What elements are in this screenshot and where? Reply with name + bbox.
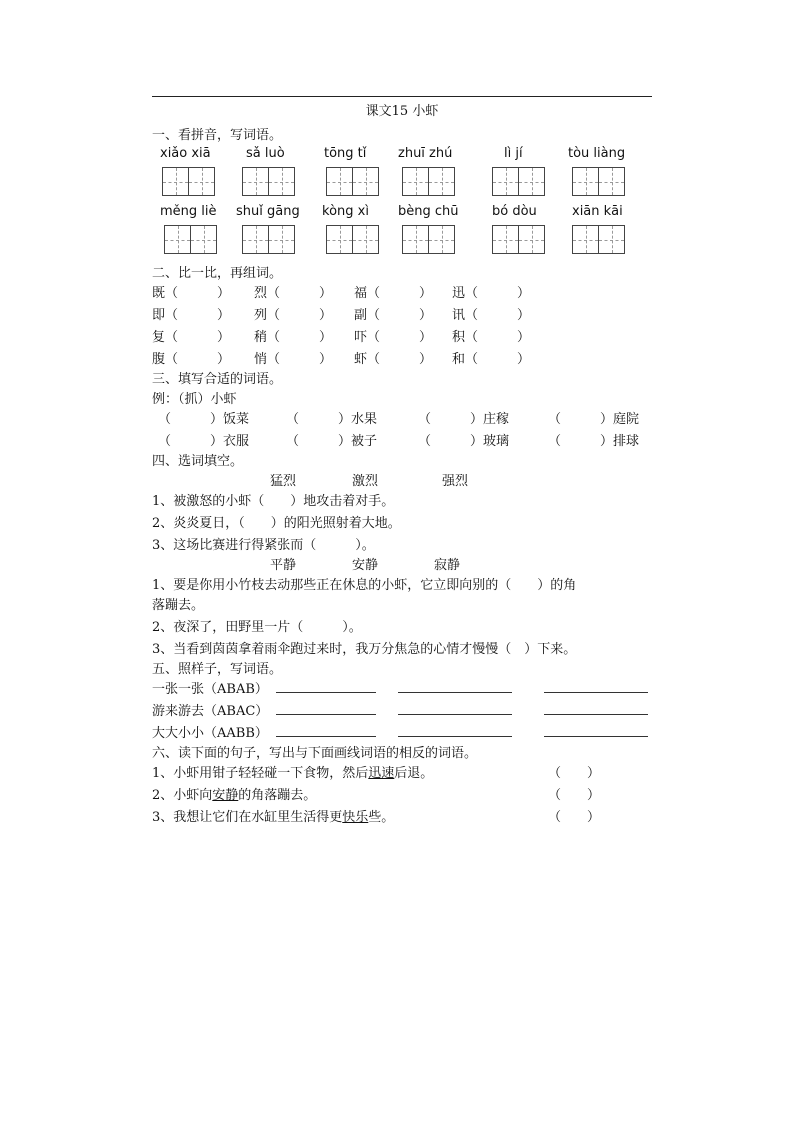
sentence-text: 3、我想让它们在水缸里生活得更 xyxy=(152,810,343,825)
antonym-row xyxy=(152,762,601,782)
compare-cell[interactable]: 腹（ ） xyxy=(152,352,231,367)
compare-cell[interactable]: 积（ ） xyxy=(452,330,531,345)
underlined-word: 安静 xyxy=(212,788,239,803)
word-option: 激烈 xyxy=(352,474,379,489)
fill-cell[interactable]: （ ）庄稼 xyxy=(418,412,510,427)
underlined-word: 迅速 xyxy=(368,766,395,781)
char-grid[interactable] xyxy=(402,167,454,196)
section4-heading: 四、选词填空。 xyxy=(152,454,244,469)
answer-line[interactable] xyxy=(544,678,648,693)
word-option: 强烈 xyxy=(442,474,469,489)
section3-heading: 三、填写合适的词语。 xyxy=(152,372,283,387)
sentence-text: 1、小虾用钳子轻轻碰一下食物，然后 xyxy=(152,766,369,781)
pinyin-item xyxy=(160,146,242,161)
pinyin-text: tòu liàng xyxy=(568,146,626,161)
answer-line[interactable] xyxy=(276,700,376,715)
fill-cell[interactable]: （ ）庭院 xyxy=(548,412,640,427)
answer-line[interactable] xyxy=(398,700,512,715)
pinyin-text: bó dòu xyxy=(492,204,537,219)
compare-cell[interactable]: 讯（ ） xyxy=(452,308,531,323)
answer-blank[interactable]: （ ） xyxy=(548,810,601,825)
compare-cell[interactable]: 稍（ ） xyxy=(254,330,333,345)
compare-cell[interactable]: 副（ ） xyxy=(354,308,433,323)
char-grid[interactable] xyxy=(242,167,294,196)
fill-cell[interactable]: （ ）衣服 xyxy=(158,434,250,449)
char-grid[interactable] xyxy=(162,167,214,196)
pinyin-text: xiān kāi xyxy=(572,204,623,219)
pinyin-text: kòng xì xyxy=(322,204,369,219)
sentence-text: 2、小虾向 xyxy=(152,788,213,803)
blank-sentence[interactable]: 1、要是你用小竹枝去动那些正在休息的小虾，它立即向别的（ ）的角 xyxy=(152,578,577,593)
sentence-text: 的角落蹦去。 xyxy=(238,788,317,803)
antonym-row xyxy=(152,784,601,804)
blank-sentence[interactable]: 2、夜深了，田野里一片（ ）。 xyxy=(152,620,362,635)
underlined-word: 快乐 xyxy=(342,810,369,825)
section3-example: 例：（抓）小虾 xyxy=(152,392,237,407)
pinyin-text: lì jí xyxy=(504,146,523,161)
compare-cell[interactable]: 福（ ） xyxy=(354,286,433,301)
answer-line[interactable] xyxy=(544,722,648,737)
antonym-row xyxy=(152,806,601,826)
section6-heading: 六、读下面的句子，写出与下面画线词语的相反的词语。 xyxy=(152,746,478,761)
char-grid[interactable] xyxy=(572,167,624,196)
pinyin-item xyxy=(572,204,654,219)
pinyin-item xyxy=(398,204,480,219)
char-grid[interactable] xyxy=(242,225,294,254)
fill-cell[interactable]: （ ）被子 xyxy=(286,434,378,449)
compare-cell[interactable]: 虾（ ） xyxy=(354,352,433,367)
word-option: 安静 xyxy=(352,558,379,573)
char-grid[interactable] xyxy=(326,167,378,196)
section5-heading: 五、照样子，写词语。 xyxy=(152,662,283,677)
compare-cell[interactable]: 迅（ ） xyxy=(452,286,531,301)
char-grid[interactable] xyxy=(572,225,624,254)
section1-heading: 一、看拼音，写词语。 xyxy=(152,128,283,143)
word-option: 平静 xyxy=(270,558,297,573)
pinyin-row-2 xyxy=(152,204,652,268)
answer-line[interactable] xyxy=(398,678,512,693)
pinyin-text: zhuī zhú xyxy=(398,146,453,161)
blank-sentence[interactable]: 1、被激怒的小虾（ ）地攻击着对手。 xyxy=(152,494,395,509)
compare-cell[interactable]: 悄（ ） xyxy=(254,352,333,367)
blank-sentence[interactable]: 3、这场比赛进行得紧张而（ ）。 xyxy=(152,538,375,553)
pattern-label: 一张一张（ABAB） xyxy=(152,682,268,697)
char-grid[interactable] xyxy=(492,167,544,196)
answer-blank[interactable]: （ ） xyxy=(548,766,601,781)
pinyin-text: shuǐ gāng xyxy=(236,204,300,219)
compare-cell[interactable]: 和（ ） xyxy=(452,352,531,367)
compare-cell[interactable]: 吓（ ） xyxy=(354,330,433,345)
pinyin-item xyxy=(398,146,480,161)
compare-cell[interactable]: 既（ ） xyxy=(152,286,231,301)
fill-cell[interactable]: （ ）玻璃 xyxy=(418,434,510,449)
blank-sentence[interactable]: 3、当看到茵茵拿着雨伞跑过来时，我万分焦急的心情才慢慢（ ）下来。 xyxy=(152,642,577,657)
compare-cell[interactable]: 烈（ ） xyxy=(254,286,333,301)
answer-line[interactable] xyxy=(276,722,376,737)
pinyin-item xyxy=(160,204,242,219)
blank-sentence[interactable]: 2、炎炎夏日，（ ）的阳光照射着大地。 xyxy=(152,516,401,531)
section2-heading: 二、比一比，再组词。 xyxy=(152,266,283,281)
char-grid[interactable] xyxy=(492,225,544,254)
pinyin-item xyxy=(322,204,404,219)
pinyin-item xyxy=(324,146,406,161)
pinyin-item xyxy=(236,204,318,219)
pinyin-text: sǎ luò xyxy=(246,146,285,161)
word-option: 猛烈 xyxy=(270,474,297,489)
char-grid[interactable] xyxy=(402,225,454,254)
page-title: 课文15 小虾 xyxy=(365,104,439,119)
fill-cell[interactable]: （ ）饭菜 xyxy=(158,412,250,427)
char-grid[interactable] xyxy=(164,225,216,254)
sentence-text: 些。 xyxy=(368,810,395,825)
blank-sentence-continued: 落蹦去。 xyxy=(152,598,205,613)
answer-line[interactable] xyxy=(276,678,376,693)
compare-cell[interactable]: 列（ ） xyxy=(254,308,333,323)
pattern-label: 游来游去（ABAC） xyxy=(152,704,269,719)
fill-cell[interactable]: （ ）排球 xyxy=(548,434,640,449)
answer-blank[interactable]: （ ） xyxy=(548,788,601,803)
fill-cell[interactable]: （ ）水果 xyxy=(286,412,378,427)
answer-line[interactable] xyxy=(398,722,512,737)
compare-cell[interactable]: 即（ ） xyxy=(152,308,231,323)
pattern-label: 大大小小（AABB） xyxy=(152,726,268,741)
pinyin-text: tōng tǐ xyxy=(324,146,367,161)
pinyin-item xyxy=(246,146,328,161)
pinyin-text: měng liè xyxy=(160,204,217,219)
pinyin-text: bèng chū xyxy=(398,204,459,219)
compare-cell[interactable]: 复（ ） xyxy=(152,330,231,345)
top-rule xyxy=(152,96,652,97)
sentence-text: 后退。 xyxy=(394,766,434,781)
word-option: 寂静 xyxy=(434,558,461,573)
answer-line[interactable] xyxy=(544,700,648,715)
pinyin-row-1 xyxy=(152,146,652,210)
char-grid[interactable] xyxy=(326,225,378,254)
pinyin-item xyxy=(492,204,574,219)
pinyin-item xyxy=(568,146,650,161)
pinyin-text: xiǎo xiā xyxy=(160,146,211,161)
